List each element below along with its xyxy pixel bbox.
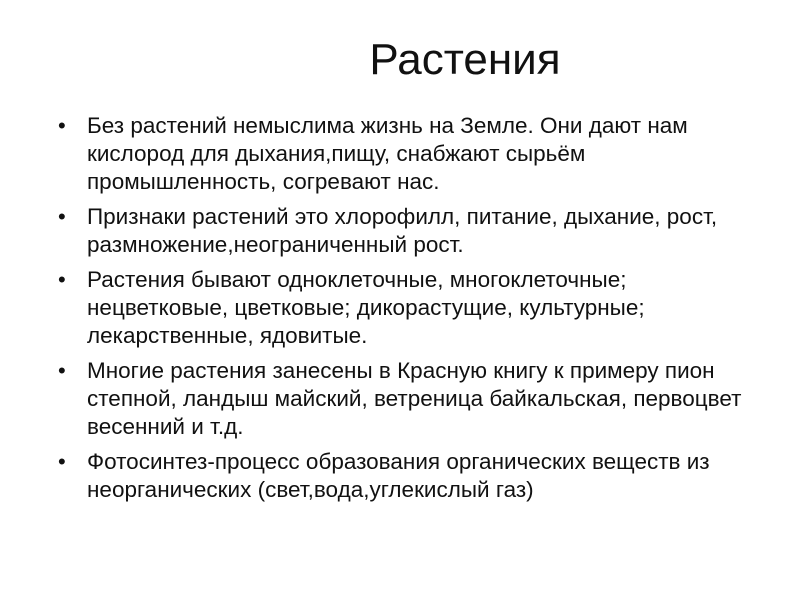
bullet-text: Многие растения занесены в Красную книгу к примеру пион степной, ландыш майский, ветреница байкальская, первоцвет весенний и т.д. [87, 358, 742, 439]
bullet-icon: • [58, 449, 66, 474]
bullet-item [58, 357, 748, 441]
bullet-icon: • [58, 113, 66, 138]
bullet-item [58, 448, 748, 504]
bullet-text: Признаки растений это хлорофилл, питание, дыхание, рост, размножение,неограниченный рост. [87, 204, 718, 257]
bullet-list [58, 112, 748, 511]
bullet-item [58, 112, 748, 196]
bullet-text: Растения бывают одноклеточные, многоклеточные; нецветковые, цветковые; дикорастущие, культурные; лекарственные, ядовитые. [87, 267, 645, 348]
bullet-icon: • [58, 358, 66, 383]
bullet-icon: • [58, 267, 66, 292]
slide-title: Растения [369, 35, 561, 84]
bullet-text: Без растений немыслима жизнь на Земле. Они дают нам кислород для дыхания,пищу, снабжают сырьём промышленность, согревают нас. [87, 113, 688, 194]
bullet-item [58, 266, 748, 350]
bullet-item [58, 203, 748, 259]
bullet-text: Фотосинтез-процесс образования органических веществ из неорганических (свет,вода,углекислый газ) [87, 449, 710, 502]
bullet-icon: • [58, 204, 66, 229]
